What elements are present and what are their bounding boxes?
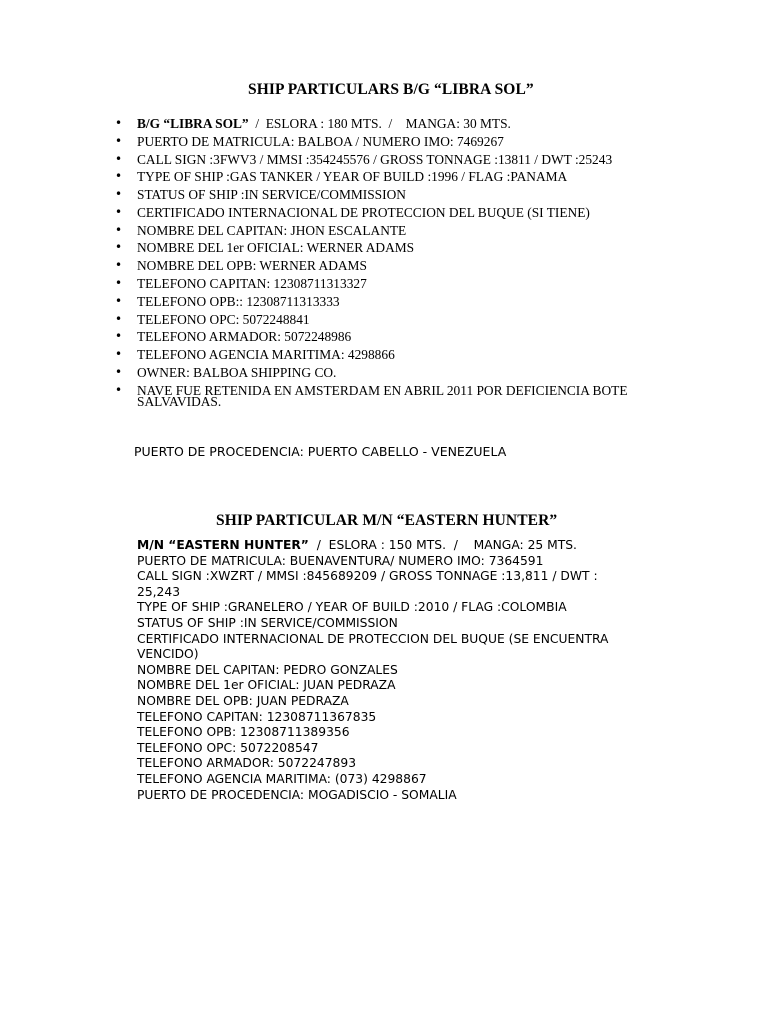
list-item: • TELEFONO CAPITAN: 12308711313327 bbox=[137, 278, 657, 290]
list-item bbox=[137, 118, 657, 130]
text-line: STATUS OF SHIP :IN SERVICE/COMMISSION bbox=[137, 615, 398, 630]
text-line: CERTIFICADO INTERNACIONAL DE PROTECCION DEL BUQUE (SE ENCUENTRA VENCIDO) bbox=[137, 631, 609, 662]
list-item: • NOMBRE DEL CAPITAN: JHON ESCALANTE bbox=[137, 225, 657, 237]
list-item-text: / ESLORA : 180 MTS. / MANGA: 30 MTS. bbox=[248, 116, 511, 131]
text-line-rest: / ESLORA : 150 MTS. / MANGA: 25 MTS. bbox=[308, 538, 577, 552]
text-line: PUERTO DE PROCEDENCIA: MOGADISCIO - SOMALIA bbox=[137, 787, 457, 802]
text-line: TELEFONO AGENCIA MARITIMA: (073) 4298867 bbox=[137, 771, 427, 786]
text-line: TELEFONO OPC: 5072208547 bbox=[137, 740, 319, 755]
text-line: NOMBRE DEL 1er OFICIAL: JUAN PEDRAZA bbox=[137, 678, 396, 693]
text-line: NOMBRE DEL CAPITAN: PEDRO GONZALES bbox=[137, 662, 398, 677]
list-item: • CERTIFICADO INTERNACIONAL DE PROTECCION DEL BUQUE (SI TIENE) bbox=[137, 207, 657, 219]
section2-title: SHIP PARTICULAR M/N “EASTERN HUNTER” bbox=[216, 512, 558, 529]
section1-title: SHIP PARTICULARS B/G “LIBRA SOL” bbox=[248, 81, 534, 98]
list-item: • NOMBRE DEL 1er OFICIAL: WERNER ADAMS bbox=[137, 242, 657, 254]
list-item: • OWNER: BALBOA SHIPPING CO. bbox=[137, 367, 657, 379]
ship-name: M/N “EASTERN HUNTER” bbox=[137, 538, 309, 552]
list-item: • STATUS OF SHIP :IN SERVICE/COMMISSION bbox=[137, 189, 657, 201]
list-item: • NAVE FUE RETENIDA EN AMSTERDAM EN ABRIL 2011 POR DEFICIENCIA BOTE SALVAVIDAS. bbox=[137, 385, 657, 408]
eastern-hunter-particulars bbox=[137, 538, 637, 803]
text-line: PUERTO DE MATRICULA: BUENAVENTURA/ NUMERO IMO: 7364591 bbox=[137, 553, 544, 568]
libra-sol-particulars-list bbox=[137, 118, 657, 414]
text-line: CALL SIGN :XWZRT / MMSI :845689209 / GROSS TONNAGE :13,811 / DWT : 25,243 bbox=[137, 569, 598, 599]
text-line: NOMBRE DEL OPB: JUAN PEDRAZA bbox=[137, 693, 349, 708]
list-item: • TELEFONO OPB:: 12308711313333 bbox=[137, 296, 657, 308]
list-item: • CALL SIGN :3FWV3 / MMSI :354245576 / GROSS TONNAGE :13811 / DWT :25243 bbox=[137, 154, 657, 166]
text-line bbox=[137, 538, 637, 554]
text-line: TELEFONO CAPITAN: 12308711367835 bbox=[137, 709, 377, 724]
list-item: • TELEFONO OPC: 5072248841 bbox=[137, 314, 657, 326]
ship-name: B/G “LIBRA SOL” bbox=[137, 116, 249, 131]
text-line: TYPE OF SHIP :GRANELERO / YEAR OF BUILD :2010 / FLAG :COLOMBIA bbox=[137, 600, 567, 615]
section1-origin-port: PUERTO DE PROCEDENCIA: PUERTO CABELLO - VENEZUELA bbox=[134, 444, 507, 459]
text-line: TELEFONO OPB: 12308711389356 bbox=[137, 725, 350, 740]
list-item: • TELEFONO ARMADOR: 5072248986 bbox=[137, 331, 657, 343]
list-item: • NOMBRE DEL OPB: WERNER ADAMS bbox=[137, 260, 657, 272]
list-item: • TELEFONO AGENCIA MARITIMA: 4298866 bbox=[137, 349, 657, 361]
list-item: • TYPE OF SHIP :GAS TANKER / YEAR OF BUILD :1996 / FLAG :PANAMA bbox=[137, 171, 657, 183]
list-item: • PUERTO DE MATRICULA: BALBOA / NUMERO IMO: 7469267 bbox=[137, 136, 657, 148]
text-line: TELEFONO ARMADOR: 5072247893 bbox=[137, 756, 357, 771]
